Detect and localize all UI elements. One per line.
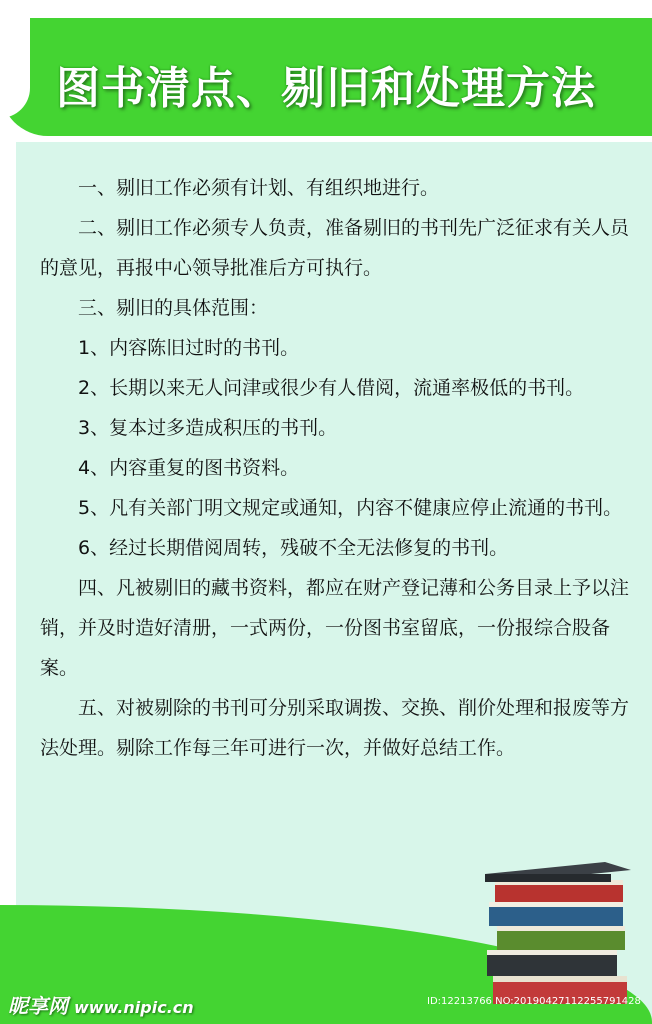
paragraph-11: 五、对被剔除的书刊可分别采取调拨、交换、削价处理和报废等方法处理。剔除工作每三年可进行一次，并做好总结工作。 (40, 697, 630, 759)
page-title: 图书清点、剔旧和处理方法 (56, 63, 596, 114)
paragraph-5: 2、长期以来无人问津或很少有人借阅，流通率极低的书刊。 (78, 377, 585, 399)
paragraph-4: 1、内容陈旧过时的书刊。 (78, 337, 300, 359)
paragraph-3: 三、剔旧的具体范围： (78, 297, 269, 319)
book-red (495, 880, 623, 902)
paragraph-10: 四、凡被剔旧的藏书资料，都应在财产登记薄和公务目录上予以注销，并及时造好清册，一式两份，一份图书室留底，一份报综合股备案。 (40, 577, 630, 679)
paragraph-2: 二、剔旧工作必须专人负责，准备剔旧的书刊先广泛征求有关人员的意见，再报中心领导批准后方可执行。 (40, 217, 630, 279)
paragraph-8: 5、凡有关部门明文规定或通知，内容不健康应停止流通的书刊。 (78, 497, 623, 519)
watermark-id: ID:12213766 NO:20190427112255791428 (427, 996, 641, 1007)
watermark-brand: 昵享网 (8, 994, 68, 1018)
book-stack-illustration (485, 850, 635, 1010)
paragraph-1: 一、剔旧工作必须有计划、有组织地进行。 (78, 177, 440, 199)
book-dark (487, 950, 617, 976)
book-green (497, 926, 625, 950)
watermark-logo (8, 990, 194, 1019)
paragraph-9: 6、经过长期借阅周转，残破不全无法修复的书刊。 (78, 537, 509, 559)
watermark-url: www.nipic.cn (74, 998, 194, 1017)
paragraph-6: 3、复本过多造成积压的书刊。 (78, 417, 338, 439)
rules-text (40, 168, 640, 768)
paragraph-7: 4、内容重复的图书资料。 (78, 457, 300, 479)
book-top-dark (485, 862, 631, 882)
book-blue (489, 902, 623, 926)
